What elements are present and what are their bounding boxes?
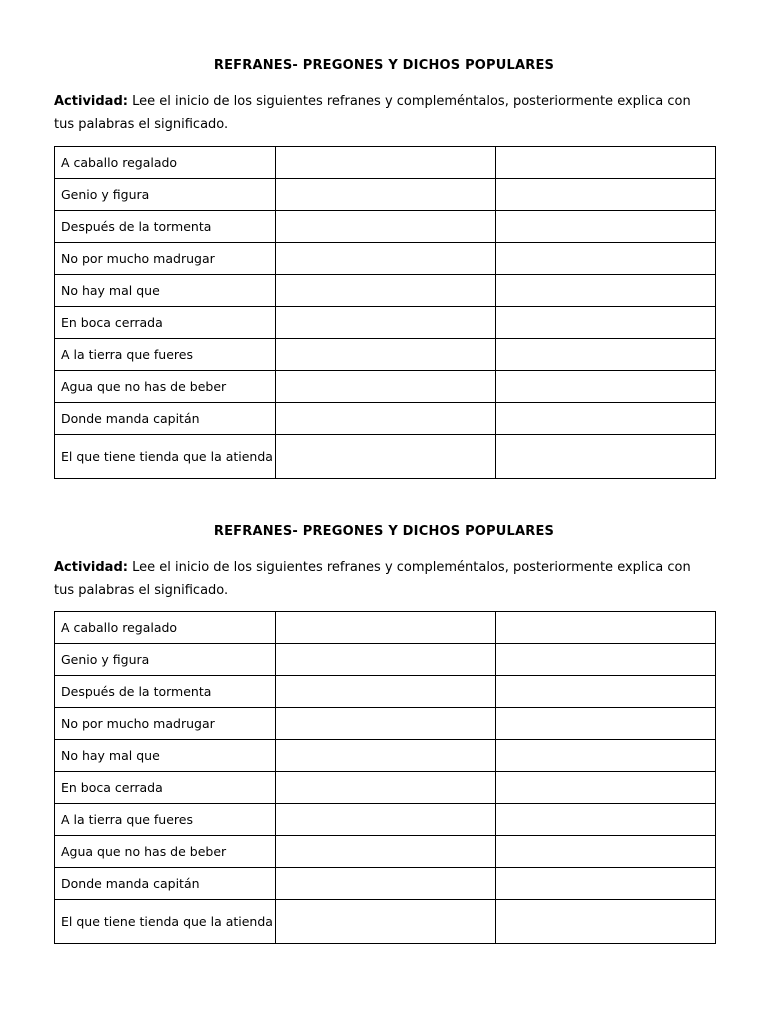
saying-start-cell: No por mucho madrugar <box>55 243 276 275</box>
meaning-cell[interactable] <box>496 243 716 275</box>
meaning-cell[interactable] <box>496 772 716 804</box>
saying-start-cell: Genio y figura <box>55 644 276 676</box>
table-row <box>55 740 716 772</box>
meaning-cell[interactable] <box>496 435 716 479</box>
table-row <box>55 612 716 644</box>
saying-start-cell: A la tierra que fueres <box>55 339 276 371</box>
meaning-cell[interactable] <box>496 211 716 243</box>
saying-completion-cell[interactable] <box>276 371 496 403</box>
saying-completion-cell[interactable] <box>276 275 496 307</box>
table-row <box>55 804 716 836</box>
saying-start-cell: Donde manda capitán <box>55 868 276 900</box>
table-row <box>55 868 716 900</box>
meaning-cell[interactable] <box>496 371 716 403</box>
meaning-cell[interactable] <box>496 900 716 944</box>
activity-text: Lee el inicio de los siguientes refranes y compleméntalos, posteriormente explica con tus palabras el significado. <box>54 560 691 598</box>
table-row <box>55 708 716 740</box>
saying-completion-cell[interactable] <box>276 211 496 243</box>
meaning-cell[interactable] <box>496 307 716 339</box>
saying-completion-cell[interactable] <box>276 339 496 371</box>
worksheet-title: REFRANES- PREGONES Y DICHOS POPULARES <box>213 524 555 539</box>
saying-completion-cell[interactable] <box>276 708 496 740</box>
saying-start-cell: El que tiene tienda que la atienda <box>55 435 276 479</box>
sayings-table <box>54 611 716 944</box>
meaning-cell[interactable] <box>496 644 716 676</box>
meaning-cell[interactable] <box>496 147 716 179</box>
saying-start-cell: Después de la tormenta <box>55 211 276 243</box>
table-row <box>55 243 716 275</box>
meaning-cell[interactable] <box>496 804 716 836</box>
meaning-cell[interactable] <box>496 868 716 900</box>
saying-start-cell: No hay mal que <box>55 740 276 772</box>
saying-start-cell: En boca cerrada <box>55 772 276 804</box>
saying-completion-cell[interactable] <box>276 804 496 836</box>
table-row <box>55 307 716 339</box>
saying-start-cell: Agua que no has de beber <box>55 371 276 403</box>
saying-completion-cell[interactable] <box>276 868 496 900</box>
meaning-cell[interactable] <box>496 836 716 868</box>
meaning-cell[interactable] <box>496 179 716 211</box>
saying-start-cell: Genio y figura <box>55 179 276 211</box>
activity-instructions <box>54 90 714 136</box>
table-row <box>55 179 716 211</box>
table-row <box>55 211 716 243</box>
saying-start-cell: A caballo regalado <box>55 612 276 644</box>
saying-completion-cell[interactable] <box>276 403 496 435</box>
saying-completion-cell[interactable] <box>276 740 496 772</box>
activity-label: Actividad: <box>54 560 128 575</box>
saying-completion-cell[interactable] <box>276 900 496 944</box>
table-row <box>55 676 716 708</box>
table-row <box>55 371 716 403</box>
activity-instructions <box>54 556 714 602</box>
saying-completion-cell[interactable] <box>276 243 496 275</box>
table-row <box>55 836 716 868</box>
table-row <box>55 900 716 944</box>
saying-completion-cell[interactable] <box>276 644 496 676</box>
saying-start-cell: El que tiene tienda que la atienda <box>55 900 276 944</box>
activity-label: Actividad: <box>54 94 128 109</box>
activity-text: Lee el inicio de los siguientes refranes y compleméntalos, posteriormente explica con tus palabras el significado. <box>54 94 691 132</box>
saying-completion-cell[interactable] <box>276 147 496 179</box>
saying-start-cell: Después de la tormenta <box>55 676 276 708</box>
table-row <box>55 435 716 479</box>
table-row <box>55 772 716 804</box>
meaning-cell[interactable] <box>496 275 716 307</box>
saying-start-cell: Donde manda capitán <box>55 403 276 435</box>
meaning-cell[interactable] <box>496 612 716 644</box>
meaning-cell[interactable] <box>496 403 716 435</box>
worksheet-section-2 <box>0 522 768 929</box>
worksheet-section-1 <box>0 56 768 464</box>
meaning-cell[interactable] <box>496 676 716 708</box>
table-row <box>55 403 716 435</box>
saying-start-cell: A caballo regalado <box>55 147 276 179</box>
meaning-cell[interactable] <box>496 339 716 371</box>
table-row <box>55 339 716 371</box>
saying-start-cell: Agua que no has de beber <box>55 836 276 868</box>
saying-completion-cell[interactable] <box>276 676 496 708</box>
saying-start-cell: No por mucho madrugar <box>55 708 276 740</box>
saying-start-cell: No hay mal que <box>55 275 276 307</box>
saying-start-cell: En boca cerrada <box>55 307 276 339</box>
saying-completion-cell[interactable] <box>276 836 496 868</box>
saying-start-cell: A la tierra que fueres <box>55 804 276 836</box>
worksheet-title: REFRANES- PREGONES Y DICHOS POPULARES <box>213 58 555 73</box>
meaning-cell[interactable] <box>496 740 716 772</box>
table-row <box>55 147 716 179</box>
table-row <box>55 644 716 676</box>
sayings-table <box>54 146 716 479</box>
saying-completion-cell[interactable] <box>276 435 496 479</box>
saying-completion-cell[interactable] <box>276 612 496 644</box>
saying-completion-cell[interactable] <box>276 307 496 339</box>
saying-completion-cell[interactable] <box>276 772 496 804</box>
table-row <box>55 275 716 307</box>
saying-completion-cell[interactable] <box>276 179 496 211</box>
meaning-cell[interactable] <box>496 708 716 740</box>
